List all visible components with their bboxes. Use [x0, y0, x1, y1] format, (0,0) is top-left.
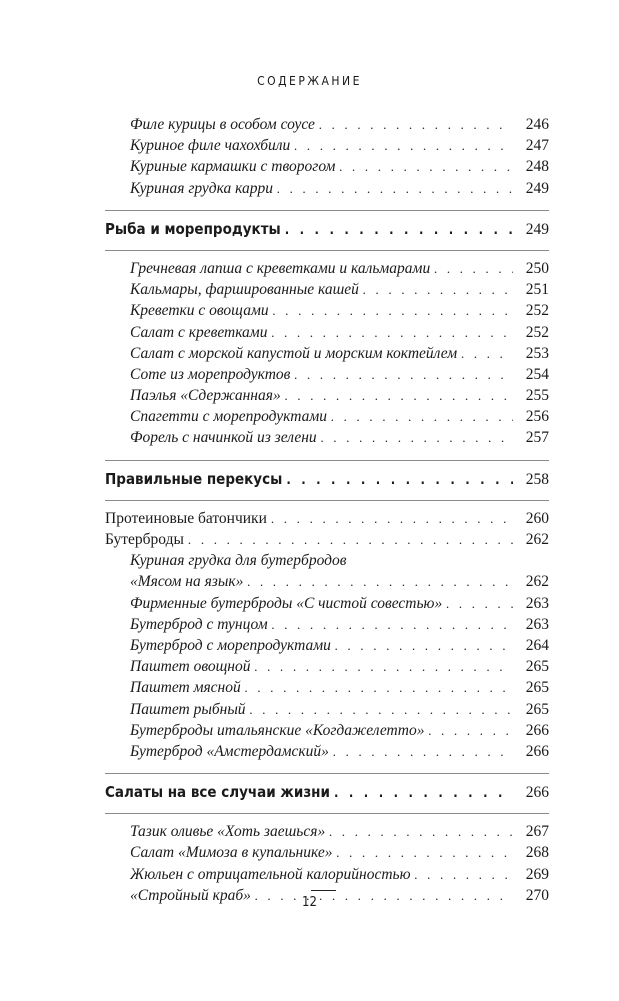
toc-page-number: 257: [525, 429, 549, 447]
section-divider: [105, 813, 549, 814]
dot-leader: [446, 596, 513, 612]
toc-entry-row[interactable]: [105, 658, 549, 679]
dot-leader: [294, 367, 513, 383]
section-divider: [105, 500, 549, 501]
dot-leader: [434, 261, 513, 277]
toc-entry-title: Тазик оливье «Хоть заешься»: [130, 823, 326, 841]
toc-entry-row[interactable]: [105, 345, 549, 366]
toc-entry-row[interactable]: [105, 408, 549, 429]
toc-entry-title: Бутерброд с тунцом: [130, 615, 268, 633]
toc-entry-title: Фирменные бутерброды «С чистой совестью»: [130, 594, 443, 612]
toc-entry-title: Филе курицы в особом соусе: [130, 116, 315, 133]
toc-entry-row[interactable]: [105, 158, 549, 179]
toc-page-number: 262: [525, 531, 549, 548]
toc-entry-title: Рыба и морепродукты: [105, 219, 281, 238]
dot-leader: [271, 511, 513, 527]
toc-entry-row[interactable]: [105, 844, 549, 865]
dot-leader: [255, 659, 514, 675]
toc-entry-title: Форель с начинкой из зелени: [130, 429, 317, 447]
toc-entry-row[interactable]: [105, 260, 549, 281]
toc-entry-title: Куриная грудка карри: [130, 179, 273, 197]
dot-leader: [277, 181, 513, 197]
toc-entry-title: Бутерброды: [105, 531, 184, 548]
dot-leader: [294, 138, 513, 154]
toc-entry-title: Креветки с овощами: [130, 302, 269, 320]
footer-rule: [311, 890, 336, 891]
toc-entry-title: Бутерброды итальянские «Когдажелетто»: [130, 721, 425, 739]
toc-page-number: 269: [525, 865, 549, 883]
dot-leader: [247, 574, 513, 590]
dot-leader: [331, 409, 513, 425]
toc-entry-title: Салат с морской капустой и морским коктейлем: [130, 344, 458, 362]
dot-leader: [428, 723, 513, 739]
toc-entry-row[interactable]: [105, 866, 549, 887]
toc-entry-title: Протеиновые батончики: [105, 509, 267, 527]
section-divider: [105, 250, 549, 251]
toc-entry-row[interactable]: [105, 743, 549, 764]
toc-page-number: 265: [525, 700, 549, 718]
dot-leader: [333, 744, 513, 760]
toc-entry-row[interactable]: [105, 180, 549, 201]
dot-leader: [321, 430, 513, 446]
toc-entry-title: «Мясом на язык»: [130, 573, 244, 591]
toc-section-row[interactable]: [105, 470, 549, 491]
page-header: СОДЕРЖАНИЕ: [257, 74, 362, 88]
toc-entry-title: Куриное филе чахохбили: [130, 137, 291, 155]
toc-page-number: 270: [525, 886, 549, 904]
toc-entry-title: Паэлья «Сдержанная»: [130, 387, 281, 405]
toc-page-number: 266: [525, 784, 549, 802]
toc-page-number: 262: [525, 573, 549, 591]
toc-page-number: 265: [525, 658, 549, 676]
toc-page-number: 255: [525, 387, 549, 405]
toc-page-number: 249: [525, 220, 549, 238]
dot-leader: [329, 824, 513, 840]
toc-page-number: 246: [525, 116, 549, 133]
toc-page-number: 267: [525, 823, 549, 841]
toc-entry-row[interactable]: [105, 573, 549, 594]
toc-entry-row[interactable]: [105, 637, 549, 658]
toc-entry-row[interactable]: [105, 701, 549, 722]
toc-page-number: 268: [525, 844, 549, 862]
toc-entry-row[interactable]: [105, 137, 549, 158]
toc-page-number: 248: [525, 158, 549, 176]
toc-page-number: 253: [525, 344, 549, 362]
toc-entry-row[interactable]: [105, 595, 549, 616]
toc-entry-title: Паштет рыбный: [130, 700, 246, 718]
dot-leader: [271, 325, 513, 341]
toc-entry-row[interactable]: [105, 387, 549, 408]
toc-entry-row[interactable]: [105, 722, 549, 743]
dot-leader: [272, 617, 513, 633]
section-divider: [105, 773, 549, 774]
toc-entry-row[interactable]: [105, 281, 549, 302]
toc-entry-title: Жюльен с отрицательной калорийностью: [130, 865, 411, 883]
toc-page-number: 247: [525, 137, 549, 155]
toc-entry-title: Салат с креветками: [130, 323, 268, 341]
toc-entry-title: Гречневая лапша с креветками и кальмарами: [130, 259, 431, 277]
toc-page-number: 263: [525, 594, 549, 612]
toc-entry-row[interactable]: [105, 616, 549, 637]
toc-section-row[interactable]: [105, 783, 549, 804]
toc-page-number: 258: [525, 470, 549, 488]
toc-page-number: 266: [525, 742, 549, 760]
toc-page-number: 252: [525, 323, 549, 341]
dot-leader: [250, 702, 513, 718]
toc-entry-row[interactable]: [105, 302, 549, 323]
toc-entry-title: Правильные перекусы: [105, 469, 283, 488]
toc-page-number: 263: [525, 615, 549, 633]
toc-entry-title: Паштет мясной: [130, 679, 241, 697]
toc-entry-title: Соте из морепродуктов: [130, 365, 291, 383]
toc-entry-row[interactable]: [105, 552, 549, 573]
dot-leader: [285, 388, 513, 404]
toc-page-number: 265: [525, 679, 549, 697]
toc-entry-row[interactable]: [105, 324, 549, 345]
toc-entry-title: Салат «Мимоза в купальнике»: [130, 844, 333, 862]
toc-entry-row[interactable]: [105, 429, 549, 450]
dot-leader: [363, 282, 513, 298]
toc-entry-title: «Стройный краб»: [130, 886, 251, 904]
dot-leader: [335, 638, 513, 654]
toc-entry-row[interactable]: [105, 366, 549, 387]
dot-leader: [461, 346, 513, 362]
dot-leader: [415, 867, 513, 883]
toc-entry-title: Бутерброд с морепродуктами: [130, 636, 331, 654]
dot-leader: [339, 159, 513, 175]
toc-section-row[interactable]: [105, 220, 549, 241]
dot-leader: [334, 786, 513, 801]
toc-page-number: 260: [525, 509, 549, 527]
dot-leader: [319, 117, 513, 133]
toc-entry-row[interactable]: [105, 823, 549, 844]
toc-page-number: 252: [525, 302, 549, 320]
dot-leader: [285, 223, 513, 238]
toc-page-number: 266: [525, 721, 549, 739]
toc-entry-title: Паштет овощной: [130, 658, 251, 676]
dot-leader: [273, 303, 513, 319]
toc-entry-title: Бутерброд «Амстердамский»: [130, 742, 329, 760]
toc-page-number: 250: [525, 259, 549, 277]
page-number: 12: [302, 895, 317, 910]
toc-page-number: 249: [525, 179, 549, 197]
toc-page-number: 256: [525, 408, 549, 426]
toc-page-number: 251: [525, 281, 549, 299]
toc-entry-row[interactable]: [105, 116, 549, 137]
table-of-contents: [105, 116, 549, 908]
dot-leader: [336, 845, 513, 861]
toc-entry-title: Кальмары, фаршированные кашей: [130, 281, 359, 299]
dot-leader: [245, 680, 513, 696]
toc-entry-title: Спагетти с морепродуктами: [130, 408, 327, 426]
toc-entry-title: Салаты на все случаи жизни: [105, 783, 330, 802]
toc-page-number: 254: [525, 365, 549, 383]
toc-entry-title: Куриные кармашки с творогом: [130, 158, 336, 176]
toc-entry-row[interactable]: [105, 531, 549, 552]
section-divider: [105, 210, 549, 211]
toc-page-number: 264: [525, 636, 549, 654]
dot-leader: [188, 532, 513, 548]
toc-entry-title: Куриная грудка для бутербродов: [130, 552, 347, 570]
dot-leader: [286, 473, 513, 488]
toc-entry-row[interactable]: [105, 679, 549, 700]
section-divider: [105, 460, 549, 461]
toc-entry-row[interactable]: [105, 510, 549, 531]
